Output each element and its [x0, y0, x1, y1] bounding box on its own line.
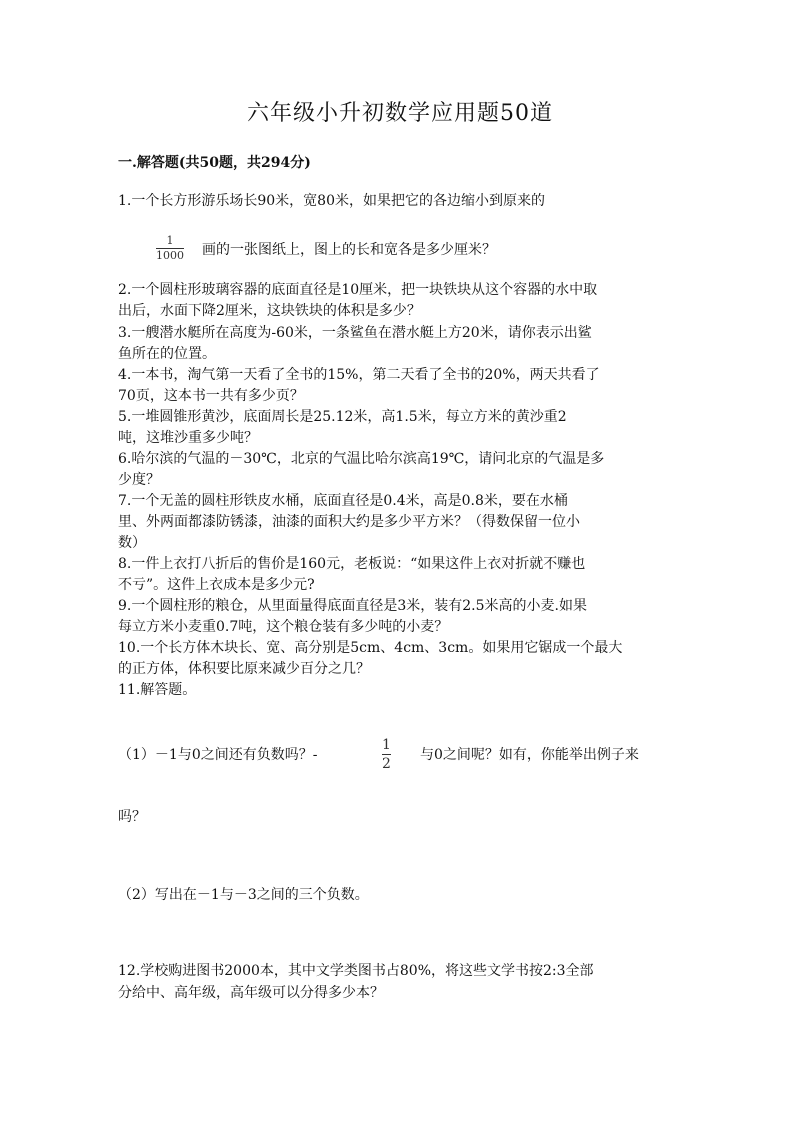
question-8-line-2: 不亏”。这件上衣成本是多少元?	[118, 577, 315, 593]
question-6-line-1: 6.哈尔滨的气温的－30℃，北京的气温比哈尔滨高19℃，请问北京的气温是多	[118, 451, 605, 467]
fraction-1-2	[382, 737, 391, 772]
fraction-denominator: 1000	[156, 249, 184, 262]
question-3-line-1: 3.一艘潜水艇所在高度为-60米，一条鲨鱼在潜水艇上方20米，请你表示出鲨	[118, 325, 592, 341]
question-12-line-2: 分给中、高年级，高年级可以分得多少本？	[118, 985, 384, 1001]
question-12-line-1: 12.学校购进图书2000本，其中文学类图书占80%，将这些文学书按2:3全部	[118, 963, 594, 979]
question-10-line-2: 的正方体，体积要比原来减少百分之几？	[118, 661, 370, 677]
question-6-line-2: 少度？	[118, 472, 160, 488]
question-10-line-1: 10.一个长方体木块长、宽、高分别是5cm、4cm、3cm。如果用它锯成一个最大	[118, 640, 623, 656]
question-7-line-3: 数）	[118, 535, 146, 551]
question-7-line-1: 7.一个无盖的圆柱形铁皮水桶，底面直径是0.4米，高是0.8米，要在水桶	[118, 493, 568, 509]
question-11-part-2: （2）写出在－1与－3之间的三个负数。	[118, 887, 369, 903]
question-2-line-2: 出后，水面下降2厘米，这块铁块的体积是多少？	[118, 303, 421, 319]
question-5-line-2: 吨，这堆沙重多少吨？	[118, 430, 258, 446]
question-11-heading: 11.解答题。	[118, 682, 197, 698]
question-3-line-2: 鱼所在的位置。	[118, 346, 216, 362]
question-1-line-2: 画的一张图纸上，图上的长和宽各是多少厘米？	[202, 242, 496, 258]
page-title: 六年级小升初数学应用题50道	[247, 101, 553, 126]
question-11-part-1-a: （1）－1与0之间还有负数吗？-	[118, 747, 318, 763]
question-11-part-1-b: 与0之间呢？如有，你能举出例子来	[420, 747, 639, 763]
question-4-line-1: 4.一本书，淘气第一天看了全书的15%，第二天看了全书的20%，两天共看了	[118, 367, 600, 383]
fraction-bar	[382, 754, 391, 755]
fraction-numerator: 1	[382, 737, 391, 753]
section-heading: 一.解答题(共50题，共294分)	[118, 155, 311, 171]
question-11-part-1-c: 吗？	[118, 809, 146, 825]
question-5-line-1: 5.一堆圆锥形黄沙，底面周长是25.12米，高1.5米，每立方米的黄沙重2	[118, 409, 567, 425]
fraction-numerator: 1	[166, 234, 174, 247]
question-1-line-1: 1.一个长方形游乐场长90米，宽80米，如果把它的各边缩小到原来的	[118, 193, 545, 209]
question-2-line-1: 2.一个圆柱形玻璃容器的底面直径是10厘米，把一块铁块从这个容器的水中取	[118, 282, 598, 298]
fraction-1-1000	[156, 235, 184, 262]
question-9-line-1: 9.一个圆柱形的粮仓，从里面量得底面直径是3米，装有2.5米高的小麦.如果	[118, 598, 587, 614]
question-7-line-2: 里、外两面都漆防锈漆，油漆的面积大约是多少平方米？（得数保留一位小	[118, 514, 580, 530]
question-9-line-2: 每立方米小麦重0.7吨，这个粮仓装有多少吨的小麦？	[118, 619, 449, 635]
question-8-line-1: 8.一件上衣打八折后的售价是160元，老板说：“如果这件上衣对折就不赚也	[118, 556, 586, 572]
question-4-line-2: 70页，这本书一共有多少页？	[118, 388, 304, 404]
fraction-denominator: 2	[382, 756, 391, 772]
